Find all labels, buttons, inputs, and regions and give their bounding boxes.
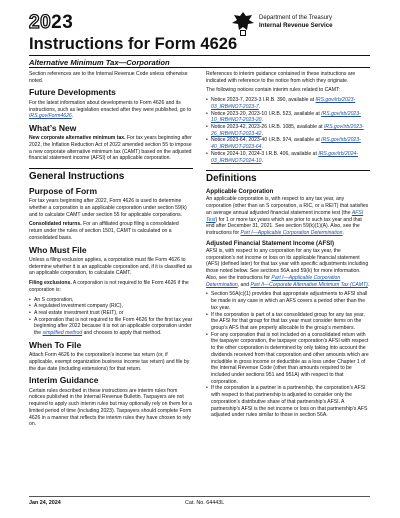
- list-item: • Section 56A(c)(1) provides that appropriate adjustments to AFSI shall be made in any case in which an AFS covers a period other than the tax year.: [206, 291, 370, 311]
- notice-link[interactable]: IRS.gov/irb/2023-40_IRB#NOT-2023-64: [211, 137, 361, 151]
- left-column: [29, 71, 193, 431]
- afsi-text: AFSI is, with respect to any corporation for any tax year, the corporation’s net income or loss on its applicable financial statement (AFS) (defined later) for that tax year with specific adjustments including those noted below. See sections 56A and 59(k) for more information. Also, see the instructions for Part I—Applicable Corporation Determination, and Part II—Corporate Alternative Minimum Tax (CAMT).: [206, 248, 370, 288]
- agency-line-1: Department of the Treasury: [259, 15, 333, 21]
- notice-link[interactable]: IRS.gov/irb/2023-26_IRB#NOT-2023-42: [211, 124, 364, 137]
- future-developments-heading: Future Developments: [29, 87, 116, 98]
- interim-guidance-heading: Interim Guidance: [29, 375, 99, 386]
- list-item: • A regulated investment company (RIC),: [29, 303, 193, 310]
- irs-logo: [231, 11, 371, 41]
- page-title: Instructions for Form 4626: [29, 35, 238, 53]
- general-instructions-heading: General Instructions: [29, 168, 193, 183]
- afsi-bullet-list: [206, 291, 370, 419]
- future-developments-text: For the latest information about developments to Form 4626 and its instructions, such as legislation enacted after they were published, go to IRS.gov/Form4626.: [29, 99, 192, 120]
- list-item: • An S corporation,: [29, 297, 193, 304]
- right-column: [206, 71, 370, 422]
- notice-link[interactable]: IRS.gov/irb/2023-10_IRB#NOT-2023-20: [211, 110, 361, 124]
- definitions-heading: Definitions: [206, 170, 370, 185]
- notices-list: [206, 97, 370, 164]
- notices-intro: The following notices contain interim rules related to CAMT:: [206, 87, 340, 94]
- list-item: • A corporation that is not required to file Form 4626 for the first tax year beginning after 2022 because it is not an applicable corporation under the simplified method and chooses to apply that method.: [29, 317, 193, 337]
- page-subtitle: Alternative Minimum Tax—Corporation: [29, 58, 170, 67]
- footer-catalog-number: Cat. No. 64443L: [185, 500, 225, 506]
- list-item: • Notice 2023-20, 2023-10 I.R.B. 523, available at IRS.gov/irb/2023-10_IRB#NOT-2023-20.: [206, 111, 370, 124]
- list-item: • Notice 2023-64, 2023-40 I.R.B. 974, available at IRS.gov/irb/2023-40_IRB#NOT-2023-64.: [206, 137, 370, 150]
- header-divider-bottom: [29, 67, 370, 68]
- notice-link[interactable]: IRS.gov/irb/2023-03_IRB#NOT-2023-7: [211, 97, 356, 110]
- list-item: • If the corporation is part of a tax consolidated group for any tax year, the AFSI for that group for that tax year must consider items on the group’s AFS that are properly allocable to the group’s members.: [206, 312, 370, 332]
- year-solid-digits: 23: [51, 12, 74, 33]
- consolidated-text: Consolidated returns. For an affiliated group filing a consolidated return under the rules of section 1501, CAMT is calculated on a consolidated basis.: [29, 221, 179, 241]
- purpose-text: For tax years beginning after 2022, Form 4626 is used to determine whether a corporation is an applicable corporation under section 59(k) and to calculate CAMT under section 55 for applicable corporations.: [29, 198, 187, 218]
- interim-guidance-text: Certain rules described in these instructions are interim rules from notices published in the Internal Revenue Bulletin. Taxpayers are not required to apply such interim rules but may optionally rely on them for a limited period of time (including 2023). Taxpayers should complete Form 4626 in a manner that reflects the interim rules they have chosen to rely on.: [29, 387, 192, 428]
- form4626-link[interactable]: IRS.gov/Form4626: [29, 113, 72, 120]
- form-year: [29, 13, 73, 32]
- list-item: • Notice 2023-7, 2023-3 I.R.B. 390, available at IRS.gov/irb/2023-03_IRB#NOT-2023-7.: [206, 97, 370, 110]
- agency-name: [259, 15, 333, 30]
- afsi-test-link[interactable]: AFSI Test: [206, 209, 364, 223]
- list-item: • Notice 2024-10, 2024-3 I.R.B. 406, available at IRS.gov/irb/2024-03_IRB#NOT-2024-10.: [206, 151, 370, 164]
- applicable-corporation-heading: Applicable Corporation: [206, 188, 274, 196]
- simplified-method-link[interactable]: simplified method: [42, 330, 83, 337]
- when-to-file-text: Attach Form 4626 to the corporation’s income tax return (or, if applicable, exempt organization business income tax return) and file by the due date (including extensions) for that return.: [29, 352, 190, 372]
- header-divider-top: [29, 55, 370, 56]
- footer-divider: [29, 496, 370, 497]
- purpose-heading: Purpose of Form: [29, 185, 98, 196]
- whats-new-text: New corporate alternative minimum tax. For tax years beginning after 2022, the Inflation Reduction Act of 2022 amended section 55 to impose a new corporate alternative minimum tax (CAMT) based on the adjusted financial statement income (AFSI) of an applicable corporation.: [29, 135, 192, 162]
- who-must-file-text: Unless a filing exclusion applies, a corporation must file Form 4626 to determine whether it is an applicable corporation and, if it is classified as an applicable corporation, to calculate CAMT.: [29, 256, 193, 277]
- references-text: References to interim guidance contained in these instructions are indicated with reference to the notice from which they originate.: [206, 71, 356, 84]
- list-item: • Notice 2023-42, 2023-26 I.R.B. 1085, available at IRS.gov/irb/2023-26_IRB#NOT-2023-42.: [206, 124, 370, 137]
- whats-new-heading: What’s New: [29, 122, 77, 133]
- who-must-file-heading: Who Must File: [29, 244, 87, 255]
- part1-link[interactable]: Part I—Applicable Corporation Determination: [206, 274, 341, 288]
- part1-link[interactable]: Part I—Applicable Corporation Determination: [240, 230, 343, 237]
- when-to-file-heading: When To File: [29, 339, 82, 350]
- agency-line-2: Internal Revenue Service: [259, 21, 333, 29]
- applicable-corporation-text: An applicable corporation is, with respect to any tax year, any corporation (other than an S corporation, a RIC, or a REIT) that satisfies an average annual adjusted financial statement income test (the AFSI Test) for 1 or more tax years which are prior to such tax year and that end after December 31, 2021. See section 59(k)(1)(A). Also, see the instructions for Part I—Applicable Corporation Determination.: [206, 196, 369, 237]
- notice-link[interactable]: IRS.gov/irb/2024-03_IRB#NOT-2024-10: [211, 150, 358, 164]
- list-item: • If the corporation is a partner in a partnership, the corporation’s AFSI with respect to that partnership is adjusted to consider only the corporation’s distributive share of that partnership’s AFSI. A partnership’s AFSI is the net income or loss on that partnership’s AFS adjusted under rules similar to those in section 56A.: [206, 385, 370, 419]
- part2-link[interactable]: Part II—Corporate Alternative Minimum Tax (CAMT): [250, 281, 368, 288]
- intro-text: Section references are to the Internal Revenue Code unless otherwise noted.: [29, 71, 188, 84]
- footer-date: Jan 24, 2024: [29, 500, 61, 506]
- eagle-icon: [231, 11, 255, 37]
- afsi-heading: Adjusted Financial Statement Income (AFSI): [206, 239, 334, 247]
- exclusions-list: [29, 297, 193, 337]
- list-item: • For any corporation that is not included on a consolidated return with the taxpayer corporation, the taxpayer corporation’s AFSI with respect to the other corporation is determined by only taking into account the dividends received from that corporation and other amounts which are includible in gross income or deductible as a loss under Chapter 1 of the Internal Revenue Code (other than amounts required to be included under sections 951 and 951A) with respect to that corporation.: [206, 332, 370, 386]
- filing-exclusions-text: Filing exclusions. A corporation is not required to file Form 4626 if the corporation is:: [29, 280, 189, 293]
- list-item: • A real estate investment trust (REIT), or: [29, 310, 193, 317]
- year-outline-digits: 20: [29, 12, 52, 33]
